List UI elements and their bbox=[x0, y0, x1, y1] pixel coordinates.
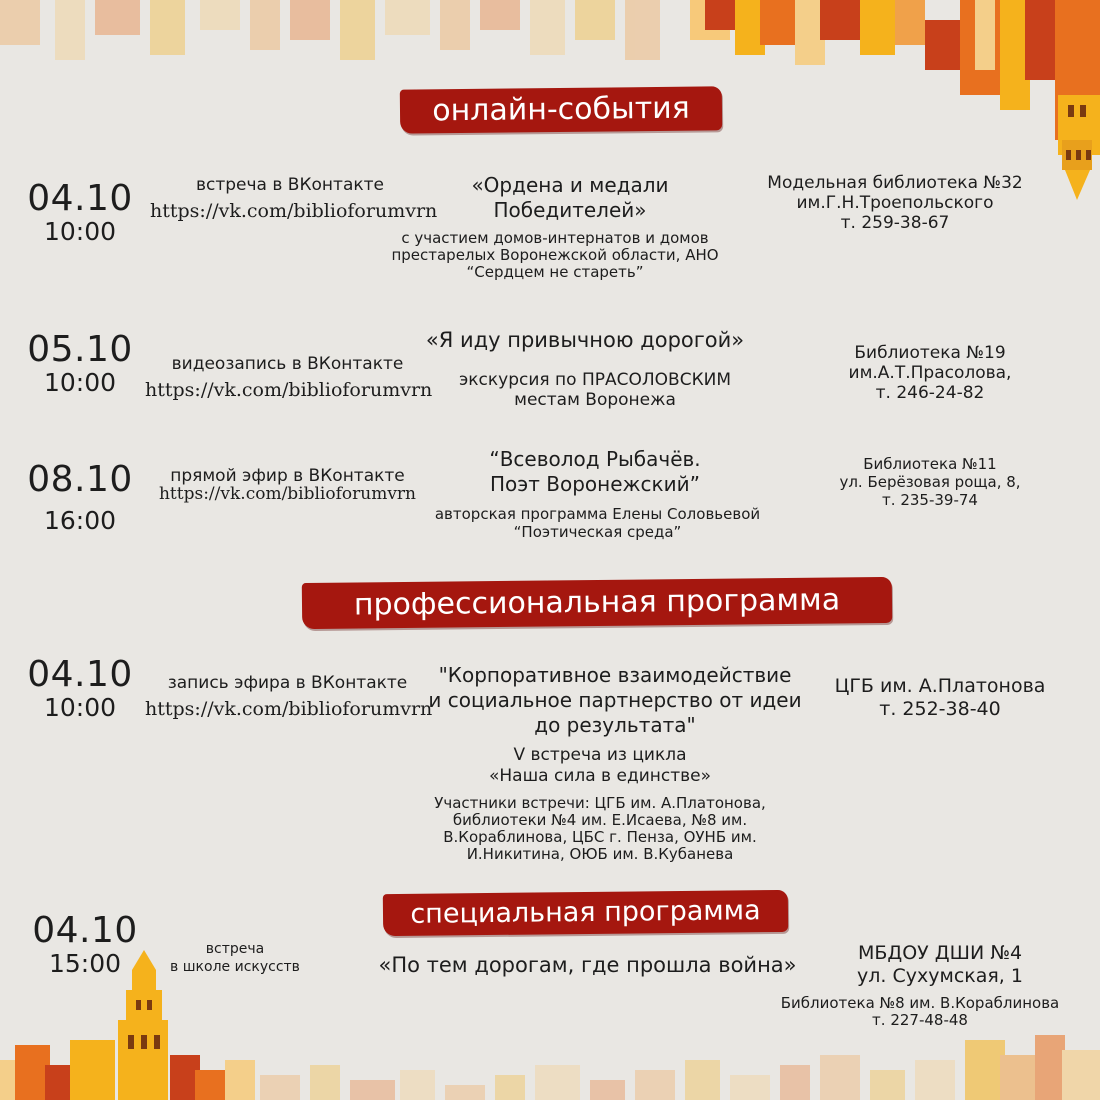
event-3-title bbox=[420, 447, 770, 497]
event-4-place bbox=[810, 675, 1070, 721]
event-title-line: Поэт Воронежский” bbox=[490, 472, 700, 496]
event-note-line: В.Кораблинова, ЦБС г. Пенза, ОУНБ им. bbox=[443, 828, 757, 846]
event-format-line: в школе искусств bbox=[170, 959, 300, 975]
event-4-note bbox=[415, 795, 785, 863]
event-1-place bbox=[745, 173, 1045, 233]
event-place-line: ул. Сухумская, 1 bbox=[857, 965, 1023, 987]
event-place-line: им.Г.Н.Троепольского bbox=[796, 193, 994, 213]
event-4-format bbox=[145, 672, 433, 720]
event-1-datetime bbox=[20, 180, 140, 246]
event-3-datetime bbox=[20, 461, 140, 535]
event-place-line: т. 246-24-82 bbox=[875, 383, 985, 403]
section-banner-online bbox=[400, 86, 722, 133]
event-4-datetime bbox=[20, 656, 140, 722]
event-5-format bbox=[155, 940, 315, 976]
event-note-line: престарелых Воронежской области, АНО bbox=[391, 246, 719, 264]
event-place-line: им.А.Т.Прасолова, bbox=[848, 363, 1012, 383]
event-5-title bbox=[335, 953, 840, 978]
event-format: встреча в ВКонтакте bbox=[195, 175, 384, 195]
event-title-line: «Ордена и медали bbox=[471, 173, 669, 197]
event-note-line: экскурсия по ПРАСОЛОВСКИМ bbox=[458, 370, 732, 390]
event-place-line: МБДОУ ДШИ №4 bbox=[857, 942, 1023, 964]
event-note-line: “Сердцем не стареть” bbox=[466, 263, 644, 281]
event-time: 15:00 bbox=[48, 949, 122, 978]
event-2-format bbox=[145, 353, 433, 401]
event-title-line: "Корпоративное взаимодействие bbox=[438, 663, 792, 687]
event-date: 08.10 bbox=[27, 459, 133, 500]
event-subtitle-line: «Наша сила в единстве» bbox=[489, 766, 711, 786]
event-place-line: Библиотека №8 им. В.Кораблинова bbox=[780, 994, 1060, 1012]
event-title-line: «По тем дорогам, где прошла война» bbox=[378, 953, 797, 977]
event-place-line: т. 259-38-67 bbox=[840, 213, 950, 233]
event-place-line: Библиотека №19 bbox=[854, 343, 1006, 363]
event-format: прямой эфир в ВКонтакте bbox=[170, 466, 405, 486]
event-place-line: ул. Берёзовая роща, 8, bbox=[839, 473, 1021, 491]
event-date: 05.10 bbox=[27, 329, 133, 370]
event-note-line: с участием домов-интернатов и домов bbox=[401, 229, 709, 247]
event-time: 10:00 bbox=[43, 217, 117, 246]
section-banner-professional bbox=[302, 577, 892, 629]
section-title-online: онлайн-события bbox=[432, 90, 690, 129]
event-1-format bbox=[150, 174, 438, 222]
event-note-line: библиотеки №4 им. Е.Исаева, №8 им. bbox=[452, 811, 748, 829]
event-url-link[interactable]: https://vk.com/biblioforumvrn bbox=[145, 698, 433, 720]
event-title-line: до результата" bbox=[534, 713, 696, 737]
event-note-line: Участники встречи: ЦГБ им. А.Платонова, bbox=[434, 794, 766, 812]
event-url-link[interactable]: https://vk.com/biblioforumvrn bbox=[150, 200, 438, 222]
event-note-line: И.Никитина, ОЮБ им. В.Кубанева bbox=[466, 845, 734, 863]
event-place-line: т. 252-38-40 bbox=[879, 698, 1001, 720]
event-2-note bbox=[420, 370, 770, 410]
event-2-place bbox=[800, 343, 1060, 403]
event-4-title bbox=[415, 663, 815, 738]
event-note-line: местам Воронежа bbox=[514, 390, 676, 410]
event-5-place bbox=[820, 942, 1060, 988]
event-time: 10:00 bbox=[43, 368, 117, 397]
event-3-note bbox=[405, 505, 790, 541]
event-place-line: ЦГБ им. А.Платонова bbox=[834, 675, 1046, 697]
event-time: 16:00 bbox=[43, 506, 117, 535]
event-5-datetime bbox=[25, 912, 145, 978]
event-3-format bbox=[145, 467, 430, 503]
event-subtitle-line: V встреча из цикла bbox=[513, 745, 687, 765]
event-place-line: т. 227-48-48 bbox=[872, 1011, 968, 1029]
event-time: 10:00 bbox=[43, 693, 117, 722]
event-format: запись эфира в ВКонтакте bbox=[167, 673, 408, 693]
event-format: видеозапись в ВКонтакте bbox=[171, 354, 404, 374]
event-place-line: Модельная библиотека №32 bbox=[767, 173, 1023, 193]
event-title-line: “Всеволод Рыбачёв. bbox=[489, 447, 701, 471]
section-title-special: специальная программа bbox=[410, 895, 761, 930]
event-date: 04.10 bbox=[27, 178, 133, 219]
event-title-line: Победителей» bbox=[493, 198, 647, 222]
event-date: 04.10 bbox=[32, 910, 138, 951]
event-2-title bbox=[385, 328, 785, 353]
event-date: 04.10 bbox=[27, 654, 133, 695]
section-title-professional: профессиональная программа bbox=[353, 582, 841, 623]
event-note-line: авторская программа Елены Соловьевой bbox=[434, 505, 761, 523]
event-5-library bbox=[760, 995, 1080, 1029]
event-url-link[interactable]: https://vk.com/biblioforumvrn bbox=[158, 484, 417, 504]
event-title-line: «Я иду привычною дорогой» bbox=[425, 328, 745, 352]
event-place-line: Библиотека №11 bbox=[863, 455, 997, 473]
event-place-line: т. 235-39-74 bbox=[882, 491, 978, 509]
event-1-note bbox=[380, 230, 730, 281]
event-format-line: встреча bbox=[205, 941, 265, 957]
event-3-place bbox=[815, 455, 1045, 509]
event-2-datetime bbox=[20, 331, 140, 397]
event-title-line: и социальное партнерство от идеи bbox=[428, 688, 802, 712]
event-note-line: “Поэтическая среда” bbox=[513, 523, 682, 541]
event-1-title bbox=[405, 173, 735, 223]
event-url-link[interactable]: https://vk.com/biblioforumvrn bbox=[145, 379, 433, 401]
event-4-subtitle bbox=[430, 745, 770, 787]
section-banner-special bbox=[383, 890, 788, 936]
